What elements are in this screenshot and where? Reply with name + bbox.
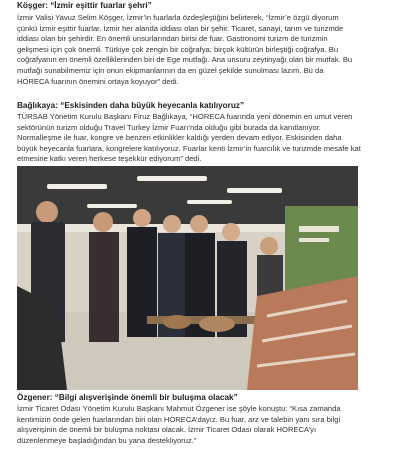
section-baglikaya (17, 100, 362, 165)
section-ozgener (17, 392, 362, 446)
section-body-ozgener: İzmir Ticaret Odası Yönetim Kurulu Başkanı Mahmut Özgener ise şöyle konuştu: “Kısa zamanda kentimizin önde gelen fuarlarından biri olan HORECA’dayız. Bu fuar, arz ve talebin yanı sıra bilgi alışverişinin de önemli bir buluşma noktası olacak. İzmir Ticaret Odası olarak HORECA’yı düzenlenmeye başladığından bu yana destekliyoruz.” (17, 404, 341, 445)
fair-visit-photo (17, 166, 358, 390)
section-body-baglikaya: TÜRSAB Yönetim Kurulu Başkanı Firuz Bağlıkaya, “HORECA fuarında yeni dönemin en umut veren sektörünün turizm olduğu Travel Turkey İzmir Fuarı’nda olduğu gibi burada da kanıtlanıyor. Normalleşme ile fuar, kongre ve benzeri etkinlikler kaldığı yerden devam ediyor. Eskisinden daha büyük heyecanla fuarlara, kongrelere katılıyoruz. Fuarlar kenti İzmir’in fuarcılık ve turizmde mesafe kat etmesine katkı veren herkese teşekkür ediyorum” dedi. (17, 112, 361, 164)
photo-illustration (17, 166, 358, 390)
section-heading-kosger: Köşger: “İzmir eşittir fuarlar şehri” (17, 1, 152, 10)
section-kosger (17, 0, 357, 87)
section-heading-baglikaya: Bağlıkaya: “Eskisinden daha büyük heyecanla katılıyoruz” (17, 101, 245, 110)
section-body-kosger: İzmir Valisi Yavuz Selim Köşger, İzmir’in fuarlarla özdeşleştiğini belirterek, “İzmir’e özgü diyorum çünkü İzmir eşittir fuarlar. İzmir her alanda iddiası olan bir şehir. Ticaret, sanayi, tarım ve turizmde iddiası olan bir şehirdir. En önemli unsurlarından birisi de fuar. Gastronomi turizm de turizmin gelişmesi için çok önemli. Türkiye çok zengin bir coğrafya; birçok kültürün birleştiği coğrafya. Bu coğrafyanın en önemli özelliklerinden biri de Ege mutfağı. Ana unsuru zeytinyağı olan bir mutfak. Bu mutfağı sunabilmemiz için onun ekipmanlarının da en güzel şekilde sunulması lazım. Bu da HORECA fuarının önemini ortaya koyuyor” dedi. (17, 13, 353, 86)
section-heading-ozgener: Özgener: “Bilgi alışverişinde önemli bir buluşma olacak” (17, 393, 238, 402)
